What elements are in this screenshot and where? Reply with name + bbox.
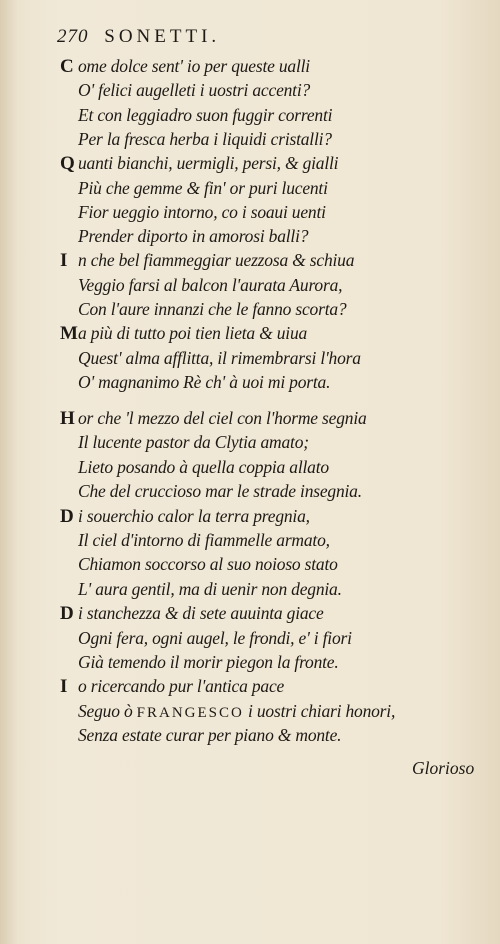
verse-text: Et con leggiadro suon fuggir correnti	[78, 104, 333, 125]
running-title: SONETTI.	[104, 26, 221, 47]
verse-name-caps: FRANGESCO	[136, 704, 244, 721]
verse-text: uanti bianchi, uermigli, persi, & gialli	[78, 153, 339, 174]
verse-line	[60, 250, 354, 272]
verse-text: L' aura gentil, ma di uenir non degnia.	[78, 578, 342, 599]
verse-text: O' magnanimo Rè ch' à uoi mi porta.	[78, 371, 331, 392]
verse-line	[78, 372, 330, 393]
verse-text: O' felici augelleti i uostri accenti?	[78, 80, 311, 101]
verse-text: Il ciel d'intorno di fiammelle armato,	[78, 530, 330, 550]
verse-line	[78, 226, 308, 247]
verse-text: Già temendo il morir piegon la fronte.	[78, 652, 339, 672]
verse-line	[78, 129, 332, 150]
verse-line	[78, 725, 341, 746]
verse-text: ome dolce sent' io per queste ualli	[78, 56, 310, 76]
verse-text: Il lucente pastor da Clytia amato;	[78, 432, 309, 453]
verse-line	[78, 481, 362, 502]
stanza-initial: I	[60, 250, 68, 272]
verse-text: i souerchio calor la terra pregnia,	[78, 505, 310, 526]
verse-text: Più che gemme & fin' or puri lucenti	[78, 177, 328, 198]
stanza-initial: Q	[60, 153, 75, 175]
verse-text: Fior ueggio intorno, co i soaui uenti	[78, 201, 326, 222]
verse-text: Prender diporto in amorosi balli?	[78, 226, 309, 247]
verse-text: Lieto posando à quella coppia allato	[78, 456, 329, 477]
verse-text: Quest' alma afflitta, il rimembrarsi l'hora	[78, 347, 361, 368]
stanza-initial: C	[60, 56, 74, 77]
verse-line	[78, 701, 395, 722]
verse-text: Chiamon soccorso al suo noioso stato	[78, 554, 338, 575]
verse-line	[78, 105, 332, 126]
page-header	[57, 26, 220, 48]
verse-line	[78, 178, 328, 199]
verse-line	[60, 603, 324, 625]
verse-text: n che bel fiammeggiar uezzosa & schiua	[78, 250, 355, 271]
verse-line	[60, 153, 338, 175]
verse-line	[60, 56, 310, 78]
stanza-initial: D	[60, 603, 74, 625]
verse-line	[60, 506, 310, 528]
verse-line	[78, 530, 330, 551]
verse-text: Ogni fera, ogni augel, le frondi, e' i fiori	[78, 627, 352, 648]
verse-line	[78, 80, 310, 101]
verse-line	[78, 579, 342, 600]
stanza-initial: M	[60, 323, 78, 345]
verse-text: Seguo ò	[78, 700, 137, 721]
verse-text: i stanchezza & di sete auuinta giace	[78, 603, 324, 624]
verse-line	[78, 432, 309, 453]
verse-line	[78, 457, 329, 478]
verse-text: o ricercando pur l'antica pace	[78, 676, 285, 697]
verse-text: Veggio farsi al balcon l'aurata Aurora,	[78, 274, 343, 295]
verse-text: Con l'aure innanzi che le fanno scorta?	[78, 299, 347, 319]
verse-text: or che 'l mezzo del ciel con l'horme segnia	[78, 408, 367, 428]
verse-line	[78, 275, 342, 296]
verse-line	[60, 408, 367, 430]
verse-text: Senza estate curar per piano & monte.	[78, 725, 342, 746]
catchword: Glorioso	[412, 758, 475, 778]
verse-text: Che del cruccioso mar le strade insegnia.	[78, 481, 362, 502]
verse-text: Per la fresca herba i liquidi cristalli?	[78, 128, 332, 149]
stanza-initial: H	[60, 408, 75, 429]
verse-line	[78, 628, 352, 649]
stanza-initial: I	[60, 676, 68, 698]
verse-line	[60, 323, 307, 345]
verse-line	[78, 202, 326, 223]
stanza-initial: D	[60, 505, 74, 527]
verse-line	[78, 554, 338, 575]
verse-line	[78, 652, 339, 673]
verse-line	[78, 348, 361, 369]
verse-line	[60, 676, 284, 698]
verse-text: i uostri chiari honori,	[243, 700, 396, 721]
verse-line	[78, 299, 346, 320]
page-number: 270	[57, 26, 89, 47]
verse-text: a più di tutto poi tien lieta & uiua	[78, 323, 308, 344]
